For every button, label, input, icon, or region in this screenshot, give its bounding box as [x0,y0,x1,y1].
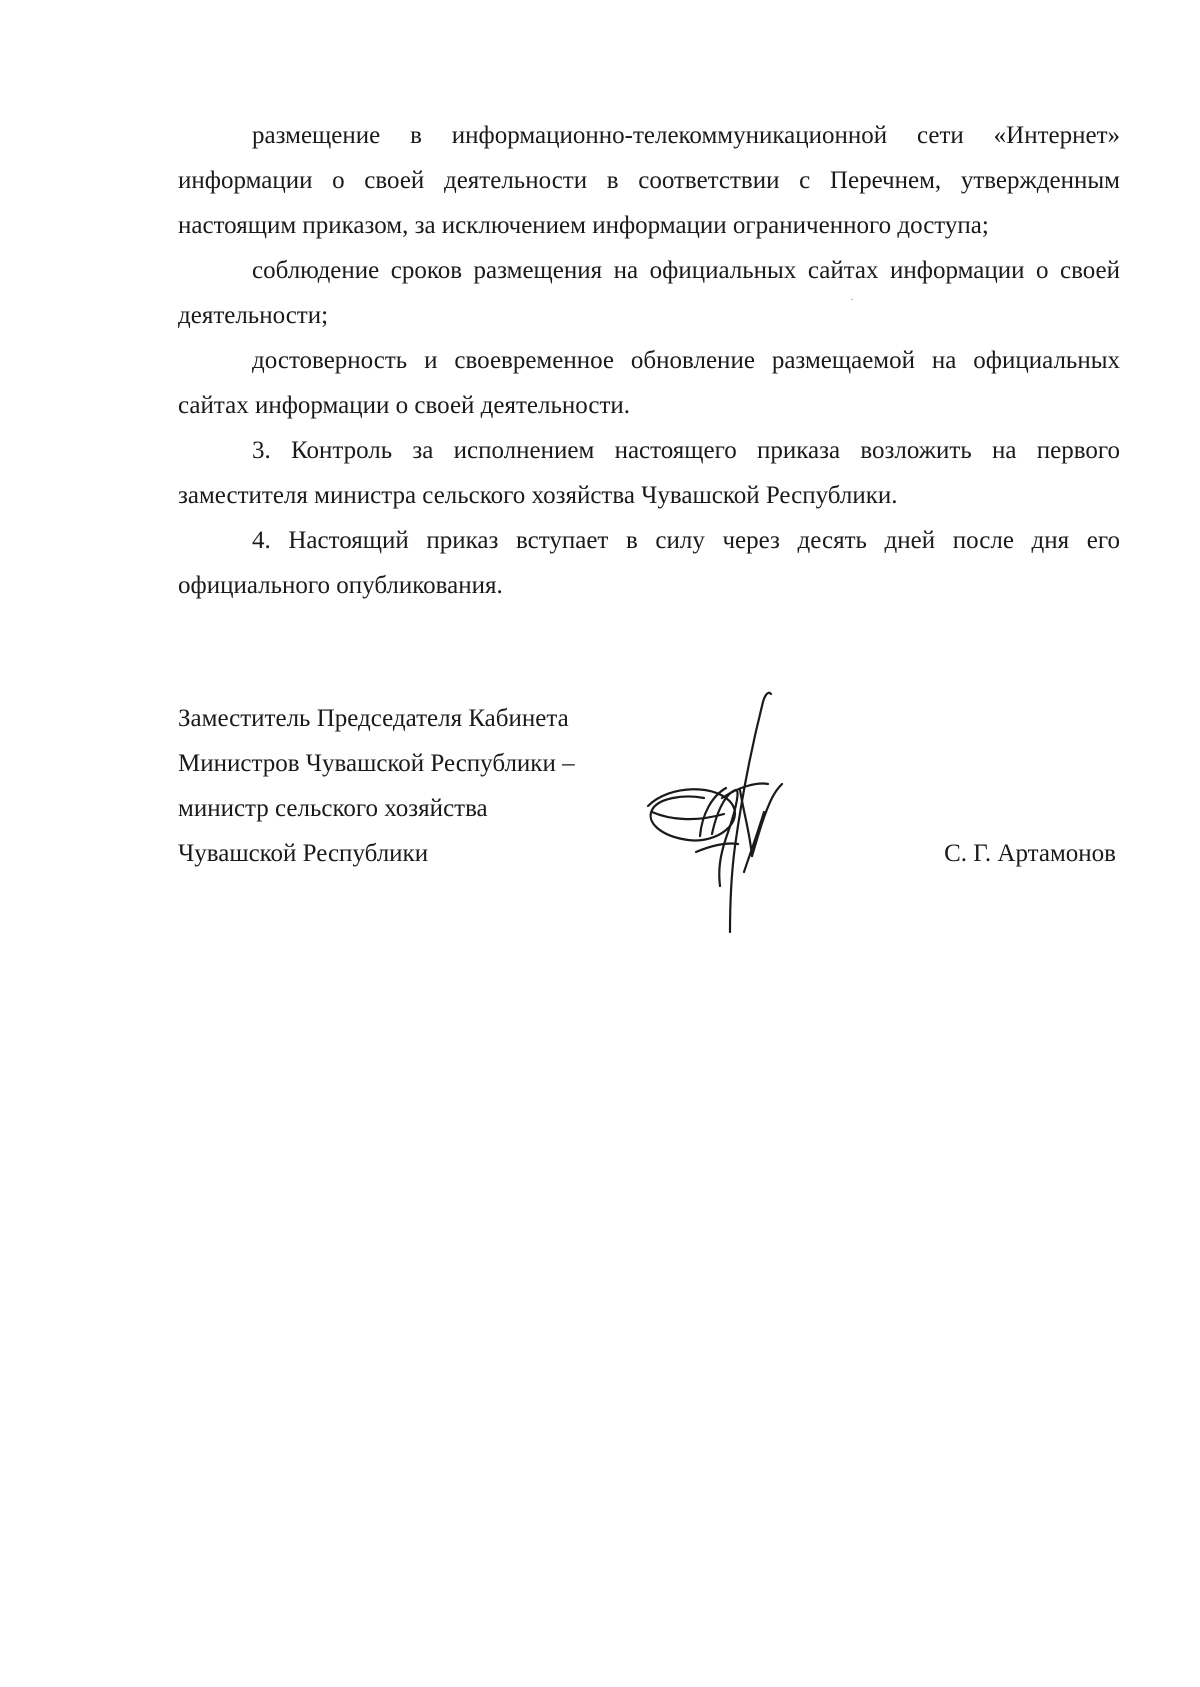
scan-speck [851,299,853,300]
paragraph-internet-publication: размещение в информационно-телекоммуникационной сети «Интернет» информации о своей деятельности в соответствии с Перечнем, утвержденным настоящим приказом, за исключением информации ограниченного доступа; [178,122,1120,239]
signer-name: С. Г. Артамонов [944,840,1116,867]
paragraph-deadlines: соблюдение сроков размещения на официальных сайтах информации о своей деятельности; [178,257,1120,329]
signature-block [178,696,1120,956]
paragraph-control: 3. Контроль за исполнением настоящего приказа возложить на первого заместителя министра сельского хозяйства Чувашской Республики. [178,437,1120,509]
signer-position [178,696,575,876]
paragraph-effective-date: 4. Настоящий приказ вступает в силу через десять дней после дня его официального опубликования. [178,527,1120,599]
paragraph-accuracy: достоверность и своевременное обновление размещаемой на официальных сайтах информации о своей деятельности. [178,347,1120,419]
signer-position-line: министр сельского хозяйства [178,795,488,822]
signer-position-line: Министров Чувашской Республики – [178,750,575,777]
document-body [178,113,1120,608]
signer-position-line: Заместитель Председателя Кабинета [178,705,569,732]
signer-position-line: Чувашской Республики [178,840,429,867]
handwritten-signature [640,686,820,936]
